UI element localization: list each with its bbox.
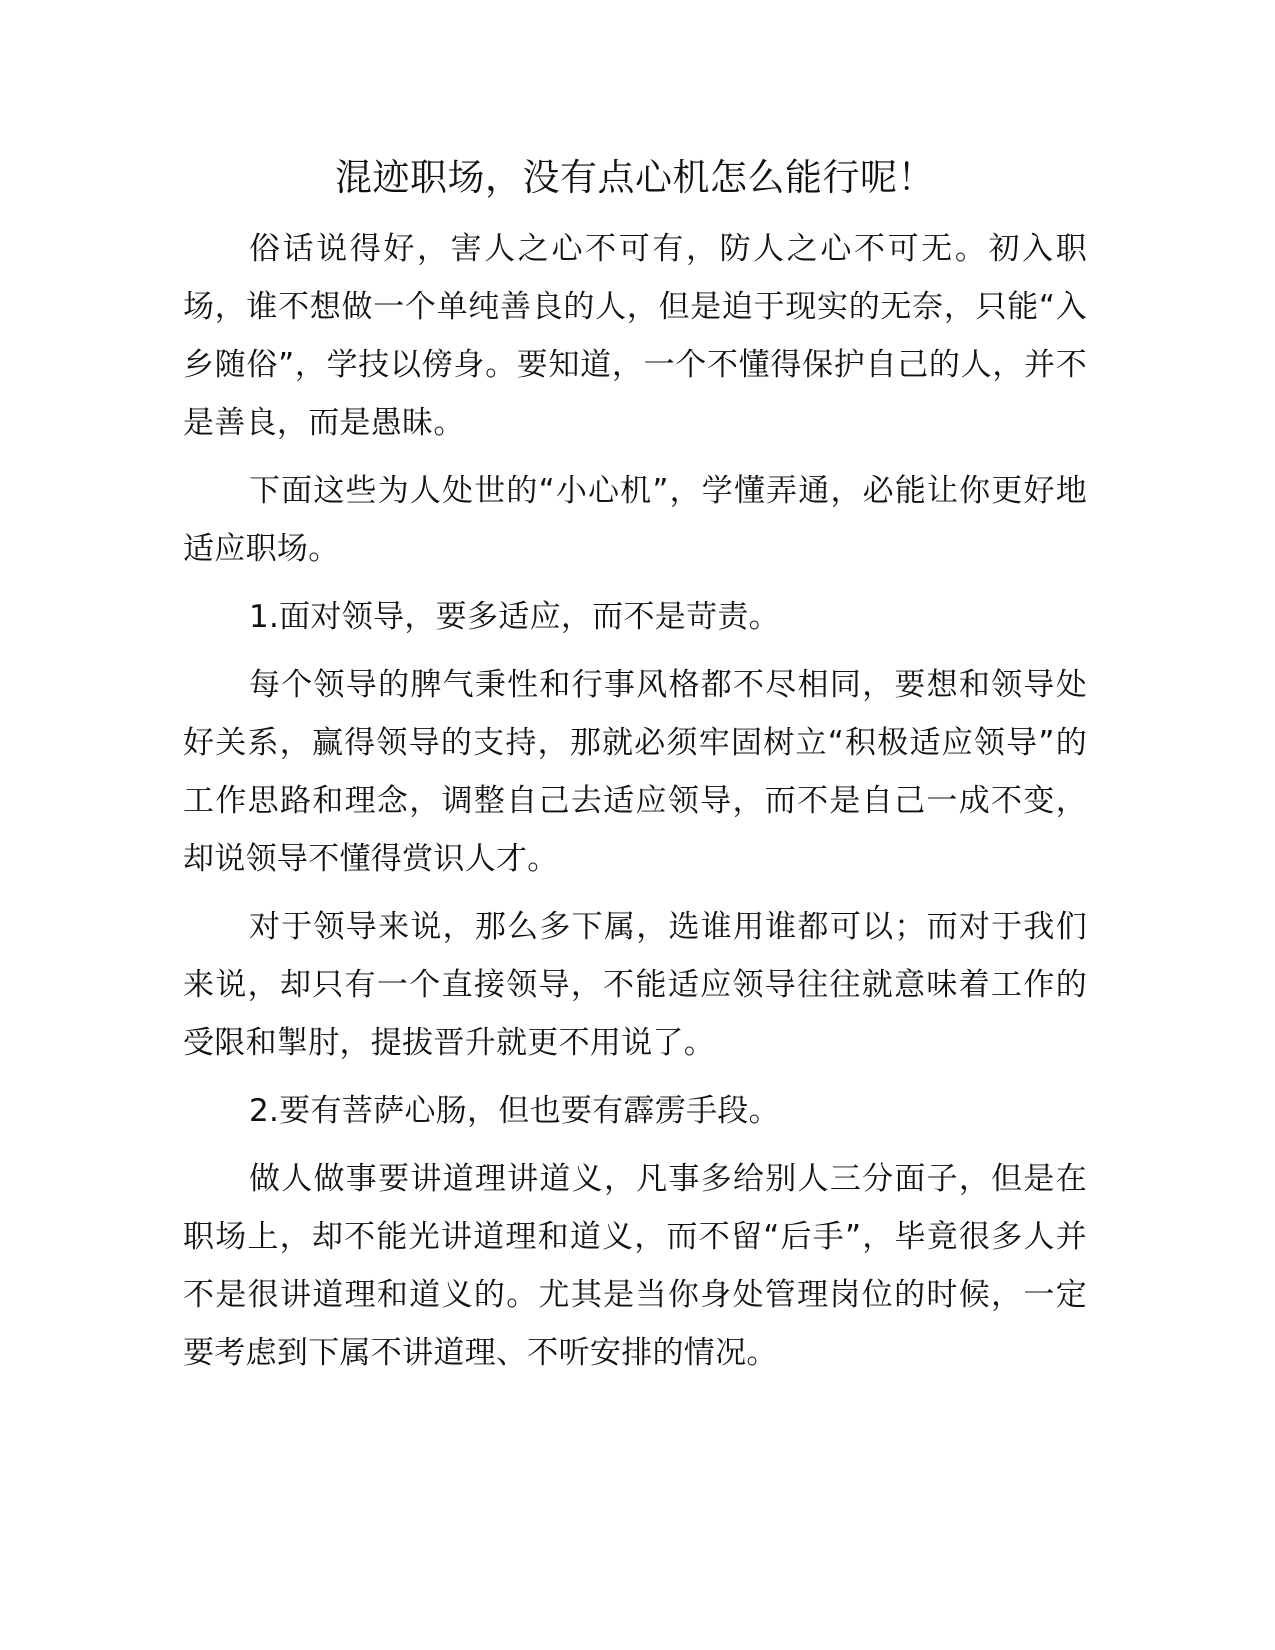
section-heading-2: 2.要有菩萨心肠，但也要有霹雳手段。 (249, 1093, 780, 1129)
document-body (183, 150, 1087, 1392)
paragraph-section-1-a: 每个领导的脾气秉性和行事风格都不尽相同，要想和领导处好关系，赢得领导的支持，那就必须牢固树立“积极适应领导”的工作思路和理念，调整自己去适应领导，而不是自己一成不变，却说领导不懂得赏识人才。 (183, 667, 1087, 877)
paragraph-lead: 下面这些为人处世的“小心机”，学懂弄通，必能让你更好地适应职场。 (183, 473, 1087, 567)
paragraph-section-1-b: 对于领导来说，那么多下属，选谁用谁都可以；而对于我们来说，却只有一个直接领导，不能适应领导往往就意味着工作的受限和掣肘，提拔晋升就更不用说了。 (183, 909, 1087, 1061)
section-heading-1: 1.面对领导，要多适应，而不是苛责。 (249, 599, 780, 635)
document-title: 混迹职场，没有点心机怎么能行呢！ (335, 156, 935, 199)
paragraph-section-2-a: 做人做事要讲道理讲道义，凡事多给别人三分面子，但是在职场上，却不能光讲道理和道义，而不留“后手”，毕竟很多人并不是很讲道理和道义的。尤其是当你身处管理岗位的时候，一定要考虑到下属不讲道理、不听安排的情况。 (183, 1161, 1087, 1371)
paragraph-intro: 俗话说得好，害人之心不可有，防人之心不可无。初入职场，谁不想做一个单纯善良的人，但是迫于现实的无奈，只能“入乡随俗”，学技以傍身。要知道，一个不懂得保护自己的人，并不是善良，而是愚昧。 (183, 231, 1087, 441)
